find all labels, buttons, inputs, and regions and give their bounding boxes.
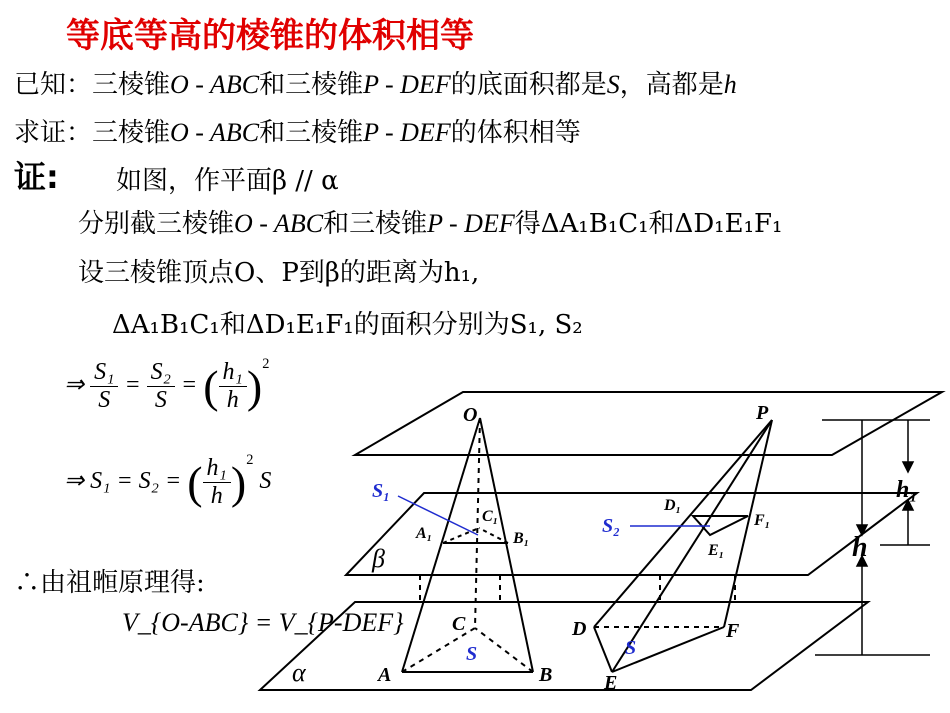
proof-line1: 如图，作平面β // α bbox=[116, 166, 339, 196]
eq2-num: h₁ bbox=[203, 455, 231, 483]
given-p-def: P - DEF bbox=[363, 70, 451, 99]
eq2-exp: 2 bbox=[246, 452, 254, 468]
eq2-arrow: ⇒ bbox=[64, 468, 85, 494]
given-and: 和三棱锥 bbox=[259, 70, 364, 100]
prove-o-abc: O - ABC bbox=[170, 118, 260, 147]
proof-line2-d: P - DEF bbox=[427, 209, 515, 238]
equation-1: ⇒ $\frac{\text{S₁}}{S}$ = $\frac{\text{S₂}}{S}$ = ( $\frac{\text{h₁}}{h}$ )$^2$ bbox=[64, 356, 270, 413]
label-beta: β bbox=[372, 544, 385, 573]
label-s-left: S bbox=[466, 643, 478, 665]
eq1-rhs-den: h bbox=[226, 386, 239, 413]
label-s-right: S bbox=[625, 637, 637, 659]
proof-line3: 设三棱锥顶点O、P到β的距离为h₁, bbox=[78, 258, 480, 288]
label-h1: h₁ bbox=[896, 477, 918, 503]
eq1-rhs-num: h₁ bbox=[219, 359, 247, 387]
label-f: F bbox=[726, 620, 740, 642]
proof-line2-b: O - ABC bbox=[234, 209, 324, 238]
given-s: S bbox=[606, 70, 620, 99]
prove-suffix: 的体积相等 bbox=[450, 118, 581, 148]
proof-line2-e: 得ΔA₁B₁C₁和ΔD₁E₁F₁ bbox=[514, 209, 783, 239]
eq1-lhs-num: S₁ bbox=[90, 359, 118, 387]
label-a: A bbox=[378, 664, 392, 686]
given-comma: ，高都是 bbox=[619, 70, 724, 100]
eq1-exp: 2 bbox=[262, 356, 270, 372]
eq2-tail: S bbox=[259, 468, 272, 494]
label-e: E bbox=[604, 672, 618, 694]
label-c: C bbox=[452, 613, 466, 635]
eq2-den: h bbox=[210, 482, 223, 509]
eq2-lhs: S₁ = S₂ = bbox=[90, 468, 182, 494]
prove-and: 和三棱锥 bbox=[259, 118, 364, 148]
given-mid: 的底面积都是 bbox=[450, 70, 607, 100]
proof-heading: 证: bbox=[14, 158, 59, 196]
slide-title: 等底等高的棱锥的体积相等 bbox=[66, 16, 474, 56]
proof-line4: ΔA₁B₁C₁和ΔD₁E₁F₁的面积分别为S₁, S₂ bbox=[112, 310, 583, 340]
label-f1: F₁ bbox=[754, 512, 771, 529]
equation-2: ⇒ S₁ = S₂ = ( $\frac{\text{h₁}}{h}$ )$^2$ S bbox=[64, 452, 272, 509]
top-plane bbox=[355, 392, 942, 455]
label-d: D bbox=[572, 618, 587, 640]
label-d1: D₁ bbox=[664, 497, 682, 514]
given-h: h bbox=[723, 70, 737, 99]
given-o-abc: O - ABC bbox=[170, 70, 260, 99]
given-prefix: 已知：三棱锥 bbox=[14, 70, 171, 100]
eq1-mid-num: S₂ bbox=[147, 359, 175, 387]
proof-line2-a: 分别截三棱锥 bbox=[78, 209, 235, 239]
label-a1: A₁ bbox=[416, 525, 433, 542]
label-alpha: α bbox=[292, 658, 306, 687]
conclusion-line: ∴由祖暅原理得: bbox=[14, 568, 205, 598]
label-h: h bbox=[852, 532, 868, 563]
pyramid-p-def bbox=[594, 420, 772, 672]
eq1-mid-den: S bbox=[154, 386, 167, 413]
proof-line2-c: 和三棱锥 bbox=[323, 209, 428, 239]
label-s2: S₂ bbox=[602, 515, 621, 537]
label-b: B bbox=[539, 664, 553, 686]
volume-equation: V_{O-ABC} = V_{P-DEF} bbox=[122, 608, 404, 637]
label-o: O bbox=[463, 404, 478, 426]
s1-pointer bbox=[398, 496, 478, 535]
label-p: P bbox=[756, 402, 769, 424]
label-s1: S₁ bbox=[372, 480, 391, 502]
eq1-lhs-den: S bbox=[98, 386, 111, 413]
label-c1: C₁ bbox=[482, 508, 499, 525]
label-b1: B₁ bbox=[513, 530, 530, 547]
prove-p-def: P - DEF bbox=[363, 118, 451, 147]
prove-prefix: 求证：三棱锥 bbox=[14, 118, 171, 148]
eq1-arrow: ⇒ bbox=[64, 372, 85, 398]
label-e1: E₁ bbox=[708, 542, 725, 559]
plane-alpha bbox=[260, 602, 868, 690]
